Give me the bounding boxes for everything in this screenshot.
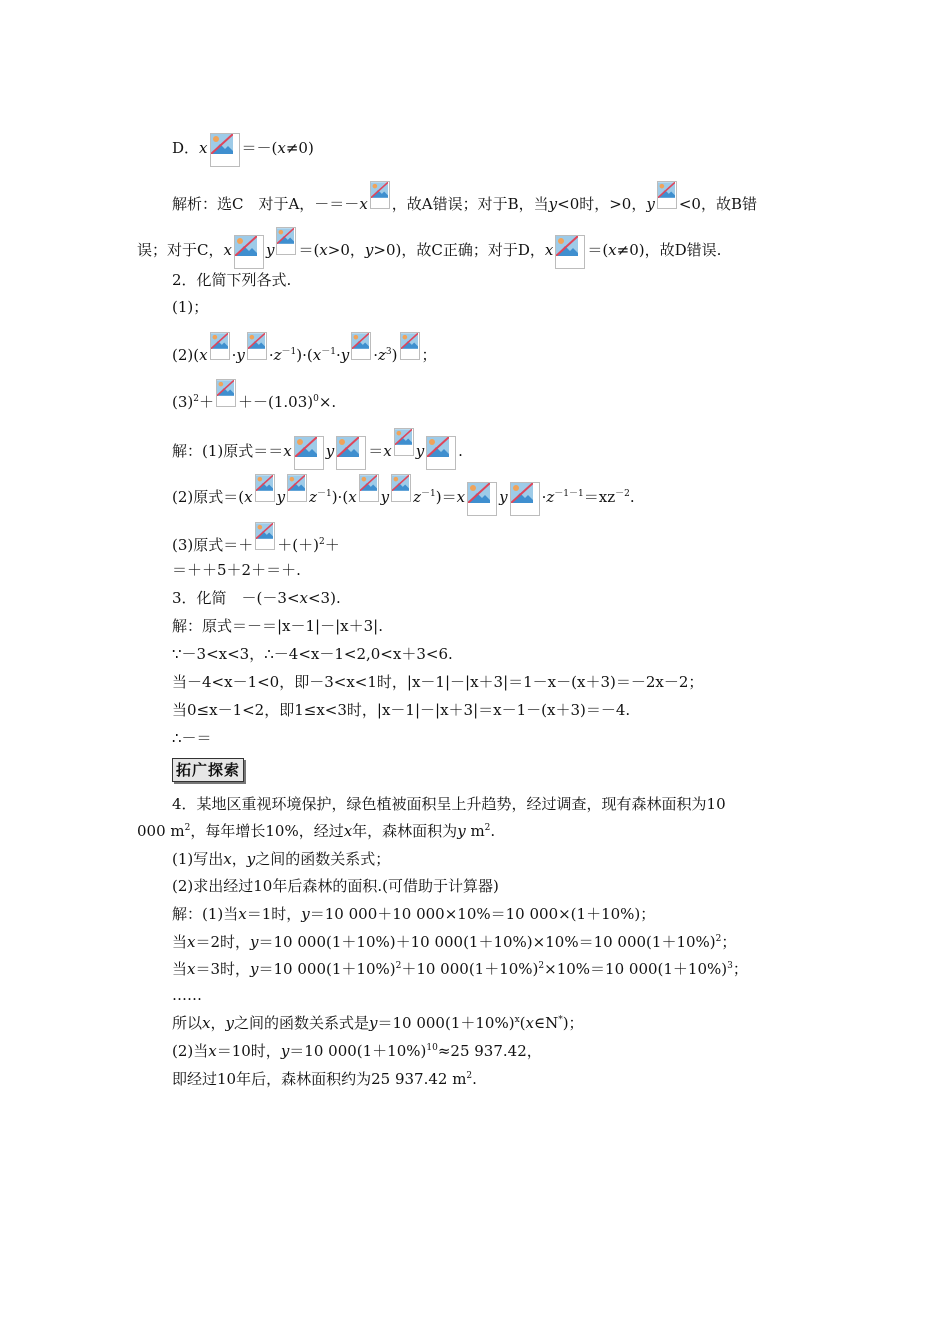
broken-image-icon	[216, 379, 236, 407]
solution-2-3: (3)原式＝＋ $+(+)^2+$	[172, 522, 340, 555]
broken-image-icon	[255, 522, 275, 550]
solution-3-1: 解：原式＝－＝|x－1|－|x＋3|.	[172, 617, 383, 635]
solution-3-2: ∵－3<x<3，∴－4<x－1<2,0<x＋3<6.	[172, 645, 453, 663]
solution-3-3: 当－4<x－1<0，即－3<x<1时，|x－1|－|x＋3|＝1－x－(x＋3)＝－2x－2；	[172, 673, 704, 691]
broken-image-icon	[510, 482, 540, 516]
broken-image-icon	[400, 332, 420, 360]
broken-image-icon	[336, 436, 366, 470]
broken-image-icon	[657, 181, 677, 209]
broken-image-icon	[394, 428, 414, 456]
broken-image-icon	[467, 482, 497, 516]
broken-image-icon	[555, 235, 585, 269]
analysis-line-1: 解析：选C 对于A，－＝－x ，故A错误；对于B，当y<0时，>0，y <0，故B错	[172, 181, 757, 214]
solution-4-6: (2)当x＝10时，y＝10 $000(1+10\%)^{10}\approx 25$ 937.42，	[172, 1042, 542, 1060]
broken-image-icon	[351, 332, 371, 360]
solution-2-2: (2)原式＝(x y $z^{-1})\cdot(x$ y $z^{-1})=x$ y $\cdot z^{-1-1}=xz^{-2}$.	[172, 474, 635, 516]
broken-image-icon	[391, 474, 411, 502]
question-4-line-2: 000 $m^2$，每年增长10%，经过x年，森林面积为y $m^2$.	[137, 822, 496, 840]
question-2: 2．化简下列各式.	[172, 271, 292, 289]
broken-image-icon	[234, 235, 264, 269]
broken-image-icon	[287, 474, 307, 502]
question-2-3: $(3)^2+$ $+-(1.03)^0\times$.	[172, 379, 336, 412]
question-2-1: (1)；	[172, 298, 209, 316]
question-3: 3．化简 －(－3<x<3).	[172, 589, 341, 607]
solution-4-3: 当x＝3时，y＝10 $000(1+10\%)^2+10$ $000(1+10\%)^2\times 10\%=10$ $000(1+10\%)^3$；	[172, 960, 748, 978]
ellipsis: ……	[172, 986, 202, 1004]
solution-2-1: 解：(1)原式＝＝x y ＝x y .	[172, 428, 463, 470]
solution-4-2: 当x＝2时，y＝10 000(1＋10%)＋10 000(1＋10%)×10%＝10 $000(1+10\%)^2$；	[172, 933, 737, 951]
question-4-2: (2)求出经过10年后森林的面积.(可借助于计算器)	[172, 877, 499, 895]
solution-3-5: ∴－＝	[172, 729, 212, 747]
broken-image-icon	[247, 332, 267, 360]
solution-2-3-cont: ＝＋＋5＋2＋＝＋.	[172, 561, 301, 579]
analysis-line-2: 误；对于C，x y ＝(x>0，y>0)，故C正确；对于D，x ＝(x≠0)，故D错误.	[137, 227, 721, 269]
section-heading: 拓广探索	[172, 758, 244, 782]
solution-4-1: 解：(1)当x＝1时，y＝10 000＋10 000×10%＝10 000×(1＋10%)；	[172, 905, 656, 923]
solution-4-7: 即经过10年后，森林面积约为25 937.42 $m^2$.	[172, 1070, 477, 1088]
broken-image-icon	[210, 332, 230, 360]
broken-image-icon	[426, 436, 456, 470]
broken-image-icon	[210, 133, 240, 167]
broken-image-icon	[294, 436, 324, 470]
solution-4-5: 所以x，y之间的函数关系式是y＝10 $000(1+10\%)^x(x\in N^*)$；	[172, 1014, 584, 1032]
question-2-2: (2)(x ·y $\cdot z^{-1})\cdot(x^{-1}\cdot y$ $\cdot z^3$) ；	[172, 332, 437, 365]
broken-image-icon	[359, 474, 379, 502]
question-4-1: (1)写出x，y之间的函数关系式；	[172, 850, 391, 868]
question-4-line-1: 4．某地区重视环境保护，绿色植被面积呈上升趋势，经过调查，现有森林面积为10	[172, 795, 726, 813]
solution-3-4: 当0≤x－1<2，即1≤x<3时，|x－1|－|x＋3|＝x－1－(x＋3)＝－4.	[172, 701, 631, 719]
broken-image-icon	[255, 474, 275, 502]
broken-image-icon	[276, 227, 296, 255]
broken-image-icon	[370, 181, 390, 209]
option-d: D．x ＝－(x≠0)	[172, 133, 314, 167]
